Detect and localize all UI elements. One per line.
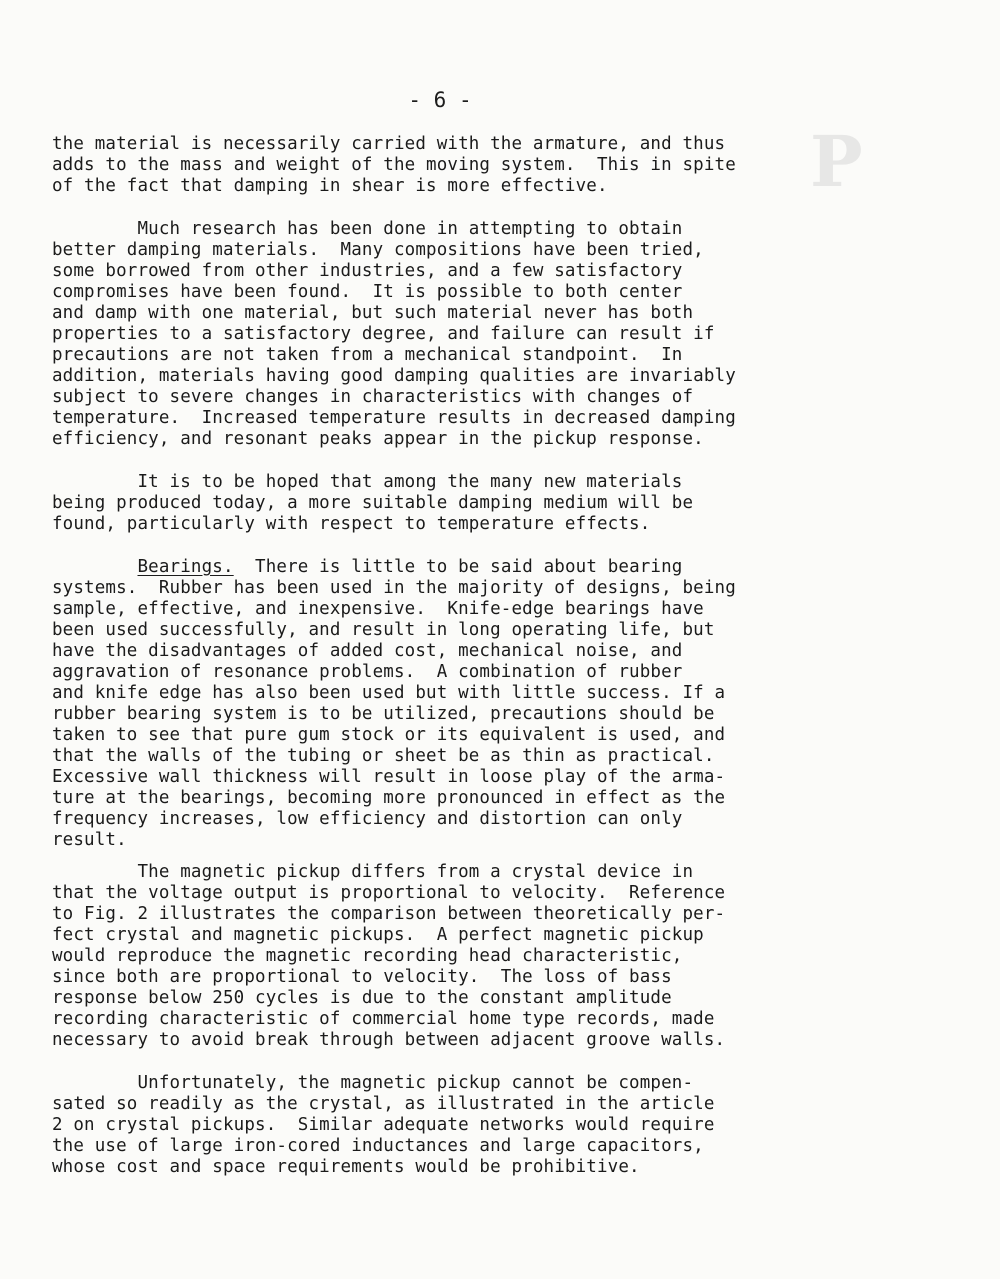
text-line: recording characteristic of commercial home type records, made	[52, 1009, 715, 1029]
text-line: would reproduce the magnetic recording head characteristic,	[52, 946, 683, 966]
text-line: addition, materials having good damping qualities are invariably	[52, 366, 736, 386]
text-line: found, particularly with respect to temperature effects.	[52, 514, 651, 534]
text-line: aggravation of resonance problems. A combination of rubber	[52, 662, 683, 682]
text-line: efficiency, and resonant peaks appear in the pickup response.	[52, 429, 704, 449]
text-line: the use of large iron-cored inductances and large capacitors,	[52, 1136, 704, 1156]
text-line: better damping materials. Many compositions have been tried,	[52, 240, 704, 260]
text-line: fect crystal and magnetic pickups. A perfect magnetic pickup	[52, 925, 704, 945]
section-heading-bearings: Bearings.	[137, 557, 234, 577]
text-line	[52, 557, 683, 578]
indent	[52, 557, 138, 577]
text-line: Unfortunately, the magnetic pickup cannot be compen-	[52, 1073, 694, 1093]
text-line: sated so readily as the crystal, as illustrated in the article	[52, 1094, 715, 1114]
text-line: since both are proportional to velocity. The loss of bass	[52, 967, 672, 987]
text-line: systems. Rubber has been used in the majority of designs, being	[52, 578, 736, 598]
line-text: There is little to be said about bearing	[233, 557, 683, 577]
text-line: necessary to avoid break through between adjacent groove walls.	[52, 1030, 726, 1050]
text-line: compromises have been found. It is possible to both center	[52, 282, 683, 302]
text-line: ture at the bearings, becoming more pronounced in effect as the	[52, 788, 726, 808]
text-line: properties to a satisfactory degree, and failure can result if	[52, 324, 715, 344]
text-line: sample, effective, and inexpensive. Knife-edge bearings have	[52, 599, 704, 619]
text-line: the material is necessarily carried with the armature, and thus	[52, 134, 726, 154]
text-line: subject to severe changes in characteristics with changes of	[52, 387, 694, 407]
text-line: whose cost and space requirements would be prohibitive.	[52, 1157, 640, 1177]
text-line: The magnetic pickup differs from a crystal device in	[52, 862, 694, 882]
text-line: rubber bearing system is to be utilized, precautions should be	[52, 704, 715, 724]
text-line: Much research has been done in attempting to obtain	[52, 219, 683, 239]
text-line: to Fig. 2 illustrates the comparison between theoretically per-	[52, 904, 726, 924]
text-line: frequency increases, low efficiency and distortion can only	[52, 809, 683, 829]
text-line: response below 250 cycles is due to the constant amplitude	[52, 988, 672, 1008]
text-line: adds to the mass and weight of the moving system. This in spite	[52, 155, 736, 175]
page-number: - 6 -	[408, 88, 472, 112]
text-line: being produced today, a more suitable damping medium will be	[52, 493, 694, 513]
text-line: some borrowed from other industries, and a few satisfactory	[52, 261, 683, 281]
text-line: temperature. Increased temperature results in decreased damping	[52, 408, 736, 428]
text-line: result.	[52, 830, 127, 850]
text-line: precautions are not taken from a mechanical standpoint. In	[52, 345, 683, 365]
bleed-through-text: P​	[810, 120, 865, 203]
text-line: taken to see that pure gum stock or its equivalent is used, and	[52, 725, 726, 745]
text-line: It is to be hoped that among the many new materials	[52, 472, 683, 492]
text-line: been used successfully, and result in long operating life, but	[52, 620, 715, 640]
text-line: and damp with one material, but such material never has both	[52, 303, 694, 323]
text-line: and knife edge has also been used but with little success. If a	[52, 683, 726, 703]
text-line: that the voltage output is proportional to velocity. Reference	[52, 883, 726, 903]
text-line: 2 on crystal pickups. Similar adequate networks would require	[52, 1115, 715, 1135]
text-line: Excessive wall thickness will result in loose play of the arma-	[52, 767, 726, 787]
text-line: of the fact that damping in shear is more effective.	[52, 176, 608, 196]
text-line: that the walls of the tubing or sheet be as thin as practical.	[52, 746, 715, 766]
text-line: have the disadvantages of added cost, mechanical noise, and	[52, 641, 683, 661]
